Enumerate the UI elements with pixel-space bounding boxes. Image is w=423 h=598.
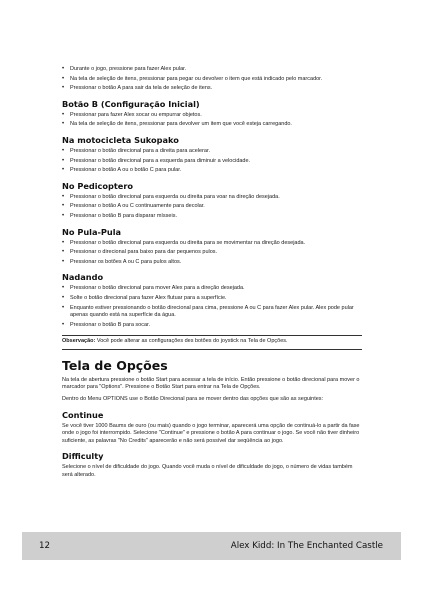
page-footer [22,532,401,560]
list-item: • Enquanto estiver pressionando o botão direcional para cima, pressione A ou C para fazer Alex pular. Alex pode pular apenas quando está na superfície da água. [62,305,362,320]
list-item: • Pressionar para fazer Alex socar ou empurrar objetos. [62,112,362,120]
section-heading: Botão B (Configuração Inicial) [62,98,200,109]
list-item: • Pressionar o botão B para disparar mísseis. [62,213,362,221]
options-paragraph-1: Na tela de abertura pressione o botão Start para acessar a tela de início. Então pressione o botão direcional para mover o marcador para "Options". Pressione o Botão Start para entrar na Tela de Opções. [62,376,360,391]
list-item: • Pressionar o direcional para baixo para dar pequenos pulos. [62,249,362,257]
list-item: • Na tela de seleção de itens, pressionar para pegar ou devolver o item que está indicado pelo marcador. [62,76,362,84]
list-item: • Solte o botão direcional para fazer Alex flutuar para a superfície. [62,295,362,303]
section-heading: No Pula-Pula [62,226,122,237]
continue-heading: Continue [62,409,104,420]
note-box [62,335,362,350]
options-paragraph-2: Dentro do Menu OPTIONS use o Botão Direcional para se mover dentro das opções que são as seguintes: [62,396,324,403]
page-content [62,66,362,484]
difficulty-paragraph: Selecione o nível de dificuldade do jogo. Quando você muda o nível de dificuldade do jogo, o número de vidas também será alterado. [62,464,353,479]
section-pedicoptero [62,181,362,221]
section-heading: No Pedicoptero [62,180,134,191]
list-item: • Pressionar o botão B para socar. [62,322,362,330]
footer-title: Alex Kidd: In The Enchanted Castle [230,541,383,551]
continue-paragraph: Se você tiver 1000 Baums de ouro (ou mais) quando o jogo terminar, aparecerá uma opção de continuá-lo a partir da fase onde o jogo foi interrompido. Selecione "Continue" e pressione o botão A para continuar o jogo. Se você não tiver dinheiro suficiente, as palavras "No Credits" aparecerão e não será possível dar seqüência ao jogo. [62,422,360,444]
section-pula-pula [62,227,362,267]
list-item: • Na tela de seleção de itens, pressionar para devolver um item que você esteja carregando. [62,121,362,129]
options-heading: Tela de Opções [62,357,168,373]
list-item: • Durante o jogo, pressione para fazer Alex pular. [62,66,362,74]
section-nadando [62,272,362,329]
section-heading: Nadando [62,272,104,283]
section-botao-b [62,99,362,129]
list-item: • Pressionar o botão direcional para a direita para acelerar. [62,148,362,156]
list-item: • Pressionar o botão direcional para a esquerda para diminuir a velocidade. [62,158,362,166]
list-item: • Pressionar o botão A ou C continuamente para decolar. [62,203,362,211]
page-number: 12 [39,541,51,551]
section-heading: Na motocicleta Sukopako [62,134,179,145]
list-item: • Pressionar o botão A para sair da tela de seleção de itens. [62,85,362,93]
list-item: • Pressionar o botão direcional para esquerda ou direita para se movimentar na direção desejada. [62,240,362,248]
note-label: Observação: [62,338,96,345]
difficulty-heading: Difficulty [62,451,104,462]
intro-list [62,66,362,93]
section-motocicleta [62,135,362,175]
list-item: • Pressionar os botões A ou C para pulos altos. [62,259,362,267]
list-item: • Pressionar o botão direcional para mover Alex para a direção desejada. [62,285,362,293]
note-text: Você pode alterar as configurações des botões do joystick na Tela de Opções. [95,338,288,345]
list-item: • Pressionar o botão direcional para esquerda ou direita para voar na direção desejada. [62,194,362,202]
list-item: • Pressionar o botão A ou o botão C para pular. [62,167,362,175]
